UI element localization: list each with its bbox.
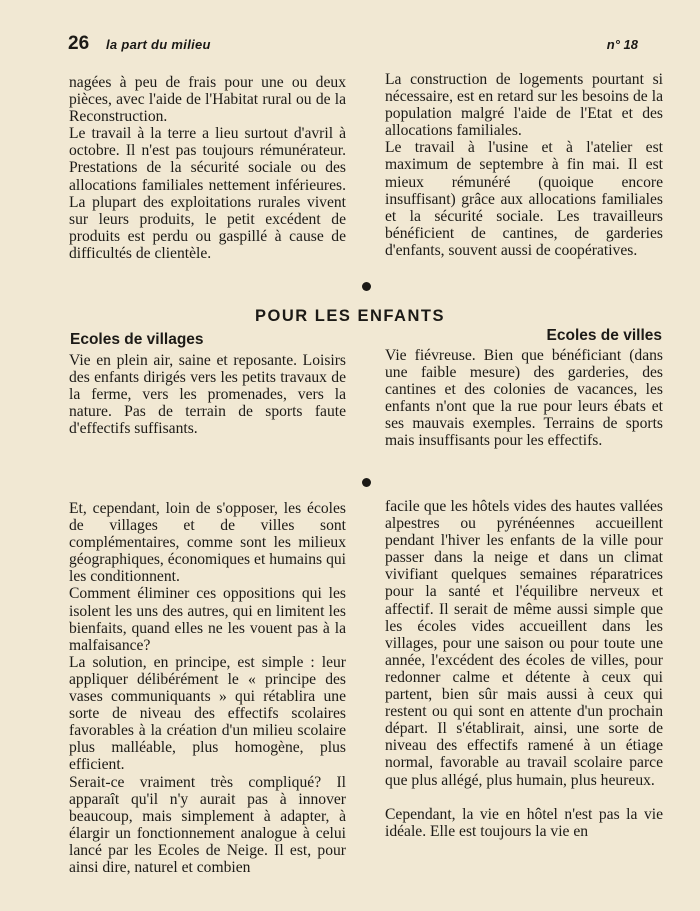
paragraph: Cependant, la vie en hôtel n'est pas la vie idéale. Elle est toujours la vie en <box>385 805 663 840</box>
paragraph: Le travail à l'usine et à l'atelier est maximum de septembre à fin mai. Il est mieux rémunéré (quoique encore insuffisant) grâce aux allocations familiales et la sécurité sociale. Les travailleurs bénéficient de cantines, de garderies d'enfants, souvent aussi de coopératives. <box>385 139 663 259</box>
schools-villages-text <box>69 352 346 437</box>
separator-bullet <box>362 478 371 487</box>
paragraph: facile que les hôtels vides des hautes vallées alpestres ou pyrénéennes accueillent pendant l'hiver les enfants de la ville pour passer dans la neige et dans un climat vivifiant quelques semaines réparatrices pour la santé et l'équilibre nerveux et affectif. Il serait de même aussi simple que les écoles vides accueillent dans les villages, pour une saison ou pour toute une année, l'excédent des écoles de villes, pour redonner calme et détente à ceux qui partent, bien sûr mais aussi à ceux qui restent ou qui sont en attente d'un prochain départ. Il s'établirait, ainsi, une sorte de niveau des effectifs ramené à un étiage normal, favorable au travail scolaire parce que plus allégé, plus humain, plus heureux. <box>385 498 663 789</box>
paragraph: Comment éliminer ces oppositions qui les isolent les uns des autres, qui en limitent les bienfaits, quand elles ne les vouent pas à la malfaisance? <box>69 585 346 654</box>
page-number: 26 <box>68 33 90 54</box>
issue-number: n° 18 <box>606 37 638 52</box>
top-right-column <box>385 71 663 259</box>
page-header <box>68 33 638 57</box>
paragraph: Le travail à la terre a lieu surtout d'avril à octobre. Il n'est pas toujours rémunérateur. Prestations de la sécurité sociale ou des allocations familiales nettement inférieures. La plupart des exploitations rurales vivent sur leurs produits, le petit excédent de produits est perdu ou gaspillé à cause de difficultés de clientèle. <box>69 125 346 262</box>
top-left-column <box>69 74 346 262</box>
paragraph: Vie en plein air, saine et reposante. Loisirs des enfants dirigés vers les petits travaux de la ferme, vers les promenades, vers la nature. Pas de terrain de sports faute d'effectifs suffisants. <box>69 352 346 438</box>
paragraph: Vie fiévreuse. Bien que bénéficiant (dans une faible mesure) des garderies, des cantines et des colonies de vacances, les enfants n'ont que la rue pour leurs ébats et ses mauvais exemples. Terrains de sports mais insuffisants pour les effectifs. <box>385 347 663 450</box>
left-subheading: Ecoles de villages <box>70 331 204 348</box>
section-title: POUR LES ENFANTS <box>255 307 445 325</box>
bottom-right-column <box>385 498 663 840</box>
paragraph-gap <box>385 789 663 806</box>
paragraph: nagées à peu de frais pour une ou deux pièces, avec l'aide de l'Habitat rural ou de la Reconstruction. <box>69 74 346 126</box>
schools-cities-text <box>385 347 663 450</box>
paragraph: Serait-ce vraiment très compliqué? Il apparaît qu'il n'y aurait pas à innover beaucoup, mais simplement à adapter, à élargir un fonctionnement analogue à celui lancé par les Ecoles de Neige. Il est, pour ainsi dire, naturel et combien <box>69 773 346 876</box>
paragraph: La construction de logements pourtant si nécessaire, est en retard sur les besoins de la population malgré l'aide de l'Etat et des allocations familiales. <box>385 71 663 140</box>
bottom-left-column <box>69 500 346 876</box>
right-subheading: Ecoles de villes <box>546 327 662 344</box>
paragraph: Et, cependant, loin de s'opposer, les écoles de villages et de villes sont complémentaires, comme sont les milieux géographiques, économiques et humains qui les conditionnent. <box>69 500 346 586</box>
running-title: la part du milieu <box>106 37 211 52</box>
paragraph: La solution, en principe, est simple : leur appliquer délibérément le « principe des vases communiquants » qui rétablira une sorte de niveau des effectifs scolaires favorables à la création d'un milieu scolaire plus malléable, plus homogène, plus efficient. <box>69 653 346 774</box>
separator-bullet <box>362 282 371 291</box>
